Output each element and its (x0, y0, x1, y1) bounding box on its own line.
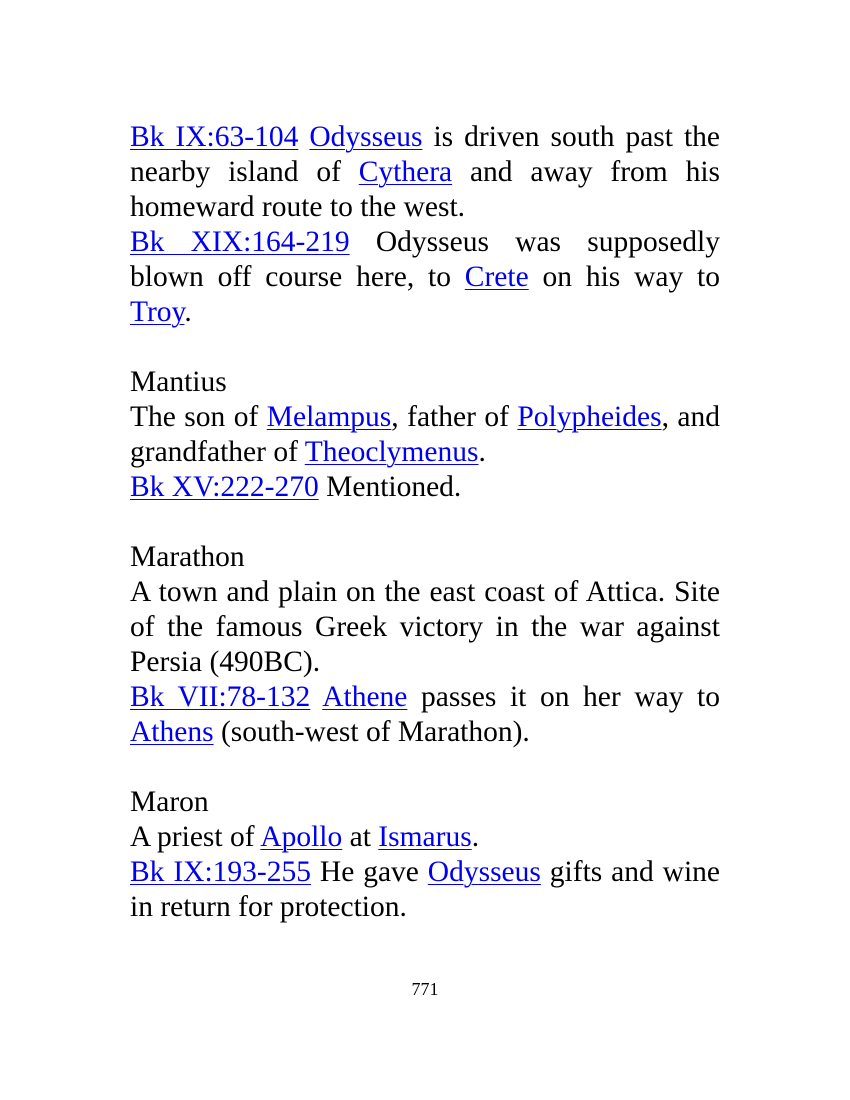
reference-link[interactable]: Bk IX:193-255 (130, 856, 311, 888)
entry-text: Marathon (130, 541, 245, 573)
entry-text: at (342, 821, 379, 853)
reference-link[interactable]: Athens (130, 716, 214, 748)
entry-text: The son of (130, 401, 267, 433)
entry-spacer (130, 750, 720, 785)
entry-paragraph (130, 120, 720, 225)
reference-link[interactable]: Theoclymenus (304, 436, 479, 468)
reference-link[interactable]: Bk XIX:164-219 (130, 226, 350, 258)
entry-heading (130, 785, 720, 820)
entry-paragraph (130, 855, 720, 925)
reference-link[interactable]: Troy (130, 296, 185, 328)
reference-link[interactable]: Ismarus (378, 821, 472, 853)
entry-text: and away from his homeward route to the west. (130, 156, 720, 223)
entry-text: , father of (391, 401, 518, 433)
entry-text: Odysseus was supposedly blown off course here, to (130, 226, 720, 293)
entry-text: . (471, 821, 480, 853)
entry-heading (130, 365, 720, 400)
reference-link[interactable]: Odysseus (427, 856, 541, 888)
entry-text: Maron (130, 786, 209, 818)
reference-link[interactable]: Odysseus (309, 121, 423, 153)
entry-text: He gave (310, 856, 428, 888)
entry-text: Mentioned. (318, 471, 462, 503)
entry-text: , and grandfather of (130, 401, 720, 468)
entry-text: Mantius (130, 366, 227, 398)
reference-link[interactable]: Bk IX:63-104 (130, 121, 299, 153)
entry-text: is driven south past the nearby island of (130, 121, 721, 188)
entry-paragraph (130, 820, 720, 855)
entry-paragraph (130, 400, 720, 470)
reference-link[interactable]: Melampus (266, 401, 392, 433)
reference-link[interactable]: Apollo (260, 821, 343, 853)
entry-text (298, 121, 309, 153)
reference-link[interactable]: Cythera (358, 156, 453, 188)
entry-paragraph (130, 575, 720, 680)
entry-spacer (130, 505, 720, 540)
entry-text (310, 681, 322, 713)
glossary-entry (130, 365, 720, 505)
glossary-entry (130, 120, 720, 330)
entry-text: . (184, 296, 192, 328)
reference-link[interactable]: Athene (322, 681, 408, 713)
reference-link[interactable]: Bk XV:222-270 (130, 471, 319, 503)
entry-heading (130, 540, 720, 575)
glossary-entry (130, 540, 720, 750)
entry-paragraph (130, 470, 720, 505)
entry-text: . (478, 436, 486, 468)
reference-link[interactable]: Bk VII:78-132 (130, 681, 311, 713)
entry-paragraph (130, 680, 720, 750)
entry-paragraph (130, 225, 720, 330)
entry-text: gifts and wine in return for protection. (130, 856, 720, 923)
entry-spacer (130, 330, 720, 365)
entry-text: A town and plain on the east coast of Attica. Site of the famous Greek victory in the war against Persia (490BC). (130, 576, 720, 678)
glossary-entry (130, 785, 720, 925)
reference-link[interactable]: Polypheides (517, 401, 662, 433)
document-body (130, 120, 720, 925)
entry-text: on his way to (528, 261, 720, 293)
reference-link[interactable]: Crete (464, 261, 529, 293)
page-number: 771 (411, 979, 439, 999)
entry-text: passes it on her way to (407, 681, 721, 713)
entry-text: A priest of (130, 821, 261, 853)
entry-text: (south-west of Marathon). (213, 716, 530, 748)
